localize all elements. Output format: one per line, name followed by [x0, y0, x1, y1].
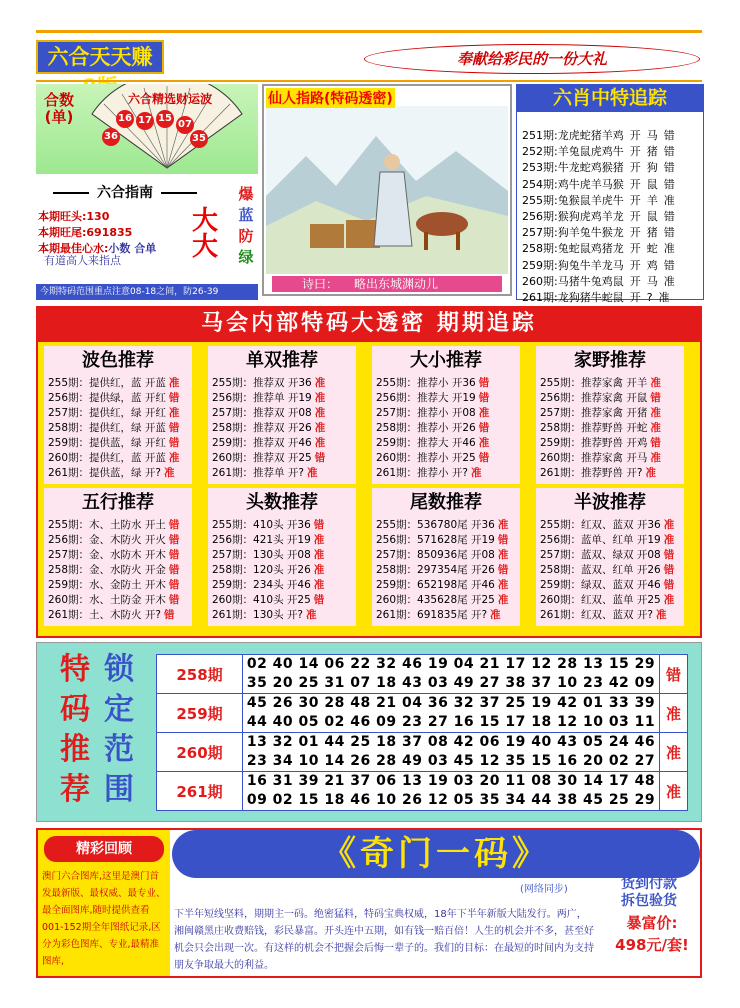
- card-row: 261期：红双、蓝双 开? 准: [540, 609, 667, 621]
- card-row: 259期：绿双、蓝双 开46 错: [540, 579, 675, 591]
- fan-ball: 36: [102, 128, 120, 146]
- list-item: 254期:鸡牛虎羊马猴 开 鼠 错: [522, 177, 675, 191]
- poem-bar: 诗曰： 略出东城渊动儿: [272, 276, 502, 292]
- card-row: 261期：推荐野兽 开? 准: [540, 467, 656, 479]
- card-row: 257期：130头 开08 准: [212, 549, 325, 561]
- list-item: 260期:马猪牛兔鸡鼠 开 马 准: [522, 274, 675, 288]
- card-row: 259期：推荐野兽 开鸡 错: [540, 437, 661, 449]
- lock-right-text: 锁 定 范 围: [104, 652, 134, 807]
- card-title: 尾数推荐: [410, 492, 482, 513]
- zodiac-list: [522, 128, 702, 306]
- guide-item: 本期旺尾:691835: [38, 226, 133, 239]
- qimen-banner: 《奇门一码》: [172, 830, 700, 878]
- table-row: [157, 772, 688, 811]
- card-row: 258期：120头 开26 准: [212, 564, 325, 576]
- card-row: 260期：435628尾 开25 准: [376, 594, 509, 606]
- card-row: 257期：推荐家禽 开猪 准: [540, 407, 661, 419]
- card-row: 255期：推荐家禽 开羊 准: [540, 377, 661, 389]
- table-row: [157, 655, 688, 694]
- card-title: 单双推荐: [246, 350, 318, 371]
- card-row: 260期：红双、蓝单 开25 准: [540, 594, 675, 606]
- card-row: 255期：536780尾 开36 准: [376, 519, 509, 531]
- fan-ball: 16: [116, 110, 134, 128]
- result-cell: 准: [660, 772, 688, 811]
- card-row: 258期：金、水防火 开金 错: [48, 564, 180, 576]
- card-row: 260期：提供红，蓝 开蓝 准: [48, 452, 180, 464]
- recommend-card: [44, 346, 192, 484]
- list-item: 251期:龙虎蛇猪羊鸡 开 马 错: [522, 129, 675, 142]
- result-cell: 准: [660, 694, 688, 733]
- slogan: 奉献给彩民的一份大礼: [364, 44, 700, 74]
- card-row: 261期：691835尾 开? 准: [376, 609, 501, 621]
- card-row: 257期：提供红，绿 开红 准: [48, 407, 180, 419]
- guide-item: 本期旺头:130: [38, 210, 110, 223]
- recommend-card: [208, 488, 356, 626]
- recommend-card: [208, 346, 356, 484]
- card-row: 259期：652198尾 开46 准: [376, 579, 509, 591]
- list-item: 253期:牛龙蛇鸡猴猪 开 狗 错: [522, 161, 675, 175]
- section-banner: 马会内部特码大透密 期期追踪: [36, 306, 702, 340]
- card-title: 波色推荐: [82, 350, 154, 371]
- card-row: 255期：推荐双 开36 准: [212, 377, 326, 389]
- result-cell: 准: [660, 733, 688, 772]
- price-info: 暴富价: 498元/套!: [615, 914, 689, 954]
- list-item: 255期:兔猴鼠羊虎牛 开 羊 准: [522, 193, 675, 207]
- numbers-cell: 02 40 14 06 22 32 46 19 04 21 17 12 28 13 15 29 35 20 25 31 07 18 43 03 49 27 38 37 10 23 42 09: [243, 655, 660, 694]
- header-divider: [36, 80, 702, 82]
- card-row: 258期：提供红，绿 开蓝 错: [48, 422, 180, 434]
- card-row: 256期：571628尾 开19 错: [376, 534, 509, 546]
- period-cell: 261期: [157, 772, 243, 811]
- card-row: 261期：130头 开? 准: [212, 609, 317, 621]
- card-row: 259期：推荐双 开46 准: [212, 437, 326, 449]
- card-row: 259期：234头 开46 准: [212, 579, 325, 591]
- card-row: 261期：提供蓝，绿 开? 准: [48, 467, 175, 479]
- card-row: 255期：红双、蓝双 开36 准: [540, 519, 675, 531]
- recommend-grid: [36, 340, 702, 638]
- recommend-card: [536, 488, 684, 626]
- card-row: 256期：提供绿，蓝 开红 错: [48, 392, 180, 404]
- card-row: 257期：850936尾 开08 准: [376, 549, 509, 561]
- card-row: 256期：推荐大 开19 错: [376, 392, 490, 404]
- card-title: 五行推荐: [82, 492, 154, 513]
- review-text: 澳门六合图库,这里是澳门首发最新版、最权威、最专业、最全面图库,随时提供查看001-152期全年图纸记录,区分为彩色图库、专业,最精准图库,: [42, 871, 166, 967]
- card-row: 256期：蓝单、红单 开19 准: [540, 534, 675, 546]
- list-item: 258期:兔蛇鼠鸡猪龙 开 蛇 准: [522, 242, 675, 256]
- big-text: 大大: [191, 206, 218, 262]
- card-title: 大小推荐: [410, 350, 482, 371]
- card-row: 255期：推荐小 开36 错: [376, 377, 490, 389]
- guide-hint: 有道高人来指点: [44, 254, 121, 267]
- card-row: 257期：推荐双 开08 准: [212, 407, 326, 419]
- list-item: 256期:猴狗虎鸡羊龙 开 鼠 错: [522, 210, 675, 224]
- recommend-card: [372, 346, 520, 484]
- card-row: 259期：水、金防土 开木 错: [48, 579, 180, 591]
- card-row: 258期：297354尾 开26 错: [376, 564, 509, 576]
- guide-title: 六合指南: [40, 182, 210, 202]
- period-cell: 260期: [157, 733, 243, 772]
- card-title: 家野推荐: [574, 350, 646, 371]
- card-row: 261期：土、木防火 开? 错: [48, 609, 175, 621]
- numbers-cell: 16 31 39 21 37 06 13 19 03 20 11 08 30 14 17 48 09 02 15 18 46 10 26 12 05 35 34 44 38 45 25 29: [243, 772, 660, 811]
- numbers-cell: 13 32 01 44 25 18 37 08 42 06 19 40 43 05 24 46 23 34 10 14 26 28 49 03 45 12 35 15 16 20 02 27: [243, 733, 660, 772]
- recommend-card: [536, 346, 684, 484]
- period-cell: 258期: [157, 655, 243, 694]
- card-row: 258期：推荐小 开26 错: [376, 422, 490, 434]
- recommend-card: [44, 488, 192, 626]
- card-row: 257期：蓝双、绿双 开08 错: [540, 549, 675, 561]
- explode-tip: 爆 蓝 防 绿: [238, 185, 254, 266]
- fan-ball: 07: [176, 116, 194, 134]
- table-row: [157, 694, 688, 733]
- immortal-title: 仙人指路(特码透密): [266, 88, 395, 108]
- guide-item: 本期最佳心水:小数 合单: [38, 242, 157, 255]
- card-row: 260期：水、土防金 开木 错: [48, 594, 180, 606]
- card-row: 255期：提供红，蓝 开蓝 准: [48, 377, 180, 389]
- card-row: 256期：421头 开19 准: [212, 534, 325, 546]
- list-item: 259期:狗兔牛羊龙马 开 鸡 错: [522, 258, 675, 272]
- card-row: 256期：推荐家禽 开鼠 错: [540, 392, 661, 404]
- fan-title: 六合精选财运波: [127, 92, 212, 106]
- card-title: 半波推荐: [574, 492, 646, 513]
- list-item: 257期:狗羊兔牛猴龙 开 猪 错: [522, 226, 675, 240]
- review-title: 精彩回顾: [44, 836, 164, 862]
- card-row: 258期：推荐野兽 开蛇 准: [540, 422, 661, 434]
- recommend-card: [372, 488, 520, 626]
- fan-ball: 35: [190, 130, 208, 148]
- immortal-illustration: [266, 106, 508, 274]
- table-row: [157, 733, 688, 772]
- card-row: 259期：推荐大 开46 准: [376, 437, 490, 449]
- lock-table: [156, 654, 688, 811]
- card-row: 261期：推荐小 开? 准: [376, 467, 482, 479]
- sync-label: (网络同步): [520, 884, 568, 895]
- fan-label: 合数(单): [44, 91, 75, 126]
- zodiac-title: 六肖中特追踪: [516, 84, 704, 112]
- result-cell: 错: [660, 655, 688, 694]
- card-row: 256期：金、木防火 开火 错: [48, 534, 180, 546]
- numbers-cell: 45 26 30 28 48 21 04 36 32 37 25 19 42 01 33 39 44 40 05 02 46 09 23 27 16 15 17 18 12 10 03 11: [243, 694, 660, 733]
- list-item: 261期:龙狗猪牛蛇鼠 开 ? 准: [522, 291, 670, 305]
- fan-ball: 15: [156, 110, 174, 128]
- notice-bar: 今期特码范围重点注意08-18之间，防26-39: [36, 284, 258, 300]
- fan-ball: 17: [136, 112, 154, 130]
- card-row: 260期：410头 开25 错: [212, 594, 325, 606]
- period-cell: 259期: [157, 694, 243, 733]
- card-row: 259期：提供蓝，绿 开红 错: [48, 437, 180, 449]
- card-row: 260期：推荐家禽 开马 准: [540, 452, 661, 464]
- card-title: 头数推荐: [246, 492, 318, 513]
- card-row: 260期：推荐小 开25 错: [376, 452, 490, 464]
- card-row: 258期：推荐双 开26 准: [212, 422, 326, 434]
- promo-text: 下半年短线坚料，期期主一码。绝密猛料，特码宝典权威，18年下半年新版大陆发行。两广，湘闽赣黑庄收费赔钱，彩民暴富。开头连中五期，如有钱一赔百倍！人生的机会并不多，甚至好机会只会出现一次。有这样的机会不把握会后悔一辈子的。我们的目标：在最短的时间内为支持朋友争取最大的利益。: [174, 909, 594, 971]
- card-row: 260期：推荐双 开25 错: [212, 452, 326, 464]
- page-title: 六合天天赚: [36, 40, 164, 74]
- card-row: 257期：推荐小 开08 准: [376, 407, 490, 419]
- top-divider: [36, 30, 702, 33]
- card-row: 258期：蓝双、红单 开26 错: [540, 564, 675, 576]
- card-row: 256期：推荐单 开19 准: [212, 392, 326, 404]
- card-row: 255期：410头 开36 错: [212, 519, 325, 531]
- list-item: 252期:羊兔鼠虎鸡牛 开 猪 错: [522, 145, 675, 159]
- card-row: 261期：推荐单 开? 准: [212, 467, 318, 479]
- pay-info: 货到付款 拆包验货: [621, 876, 677, 909]
- card-row: 255期：木、土防水 开土 错: [48, 519, 180, 531]
- card-row: 257期：金、水防木 开木 错: [48, 549, 180, 561]
- lock-left-text: 特 码 推 荐: [60, 652, 90, 807]
